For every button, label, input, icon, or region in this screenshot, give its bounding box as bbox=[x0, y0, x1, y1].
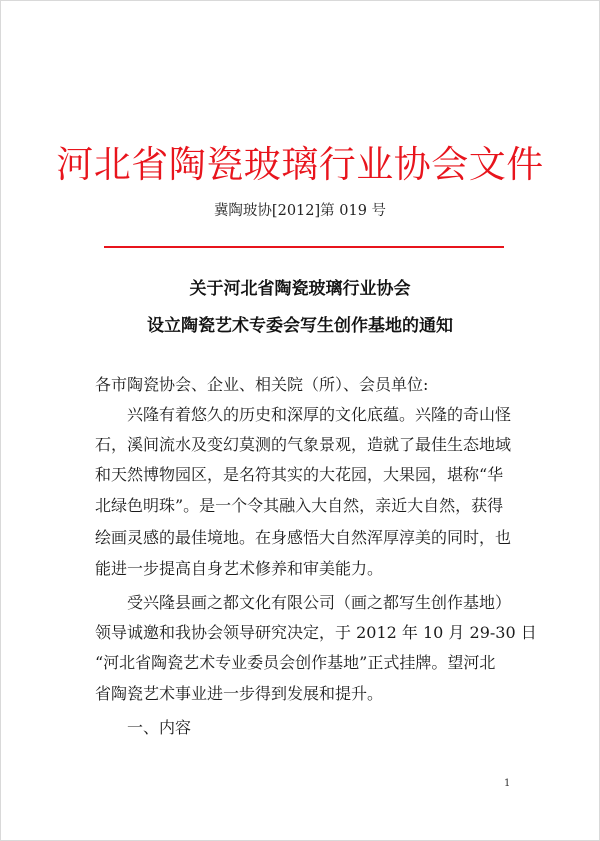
body-line: 石，溪间流水及变幻莫测的气象景观，造就了最佳生态地域 bbox=[95, 435, 512, 454]
notice-title-line-1: 关于河北省陶瓷玻璃行业协会 bbox=[189, 279, 411, 299]
body-line: 北绿色明珠”。是一个令其融入大自然，亲近大自然，获得 bbox=[95, 496, 504, 515]
body-line: 兴隆有着悠久的历史和深厚的文化底蕴。兴隆的奇山怪 bbox=[95, 405, 512, 424]
body-line: 领导诚邀和我协会领导研究决定，于 2012 年 10 月 29-30 日 bbox=[95, 623, 537, 642]
document-header-title: 河北省陶瓷玻璃行业协会文件 bbox=[56, 143, 544, 186]
section-heading: 一、内容 bbox=[95, 718, 192, 737]
body-line: 省陶瓷艺术事业进一步得到发展和提升。 bbox=[95, 684, 384, 703]
body-line: 和天然博物园区，是名符其实的大花园，大果园，堪称“华 bbox=[95, 465, 504, 484]
salutation-line: 各市陶瓷协会、企业、相关院（所）、会员单位: bbox=[95, 375, 429, 394]
red-divider-line bbox=[104, 246, 504, 248]
document-number: 冀陶玻协[2012]第 019 号 bbox=[213, 203, 387, 219]
body-line: 能进一步提高自身艺术修养和审美能力。 bbox=[95, 559, 384, 578]
notice-title-line-2: 设立陶瓷艺术专委会写生创作基地的通知 bbox=[147, 316, 453, 336]
body-line: “河北省陶瓷艺术专业委员会创作基地”正式挂牌。望河北 bbox=[95, 653, 496, 672]
body-line: 受兴隆县画之都文化有限公司（画之都写生创作基地） bbox=[95, 593, 512, 612]
page-number: 1 bbox=[504, 778, 511, 789]
body-line: 绘画灵感的最佳境地。在身感悟大自然浑厚淳美的同时，也 bbox=[95, 528, 512, 547]
